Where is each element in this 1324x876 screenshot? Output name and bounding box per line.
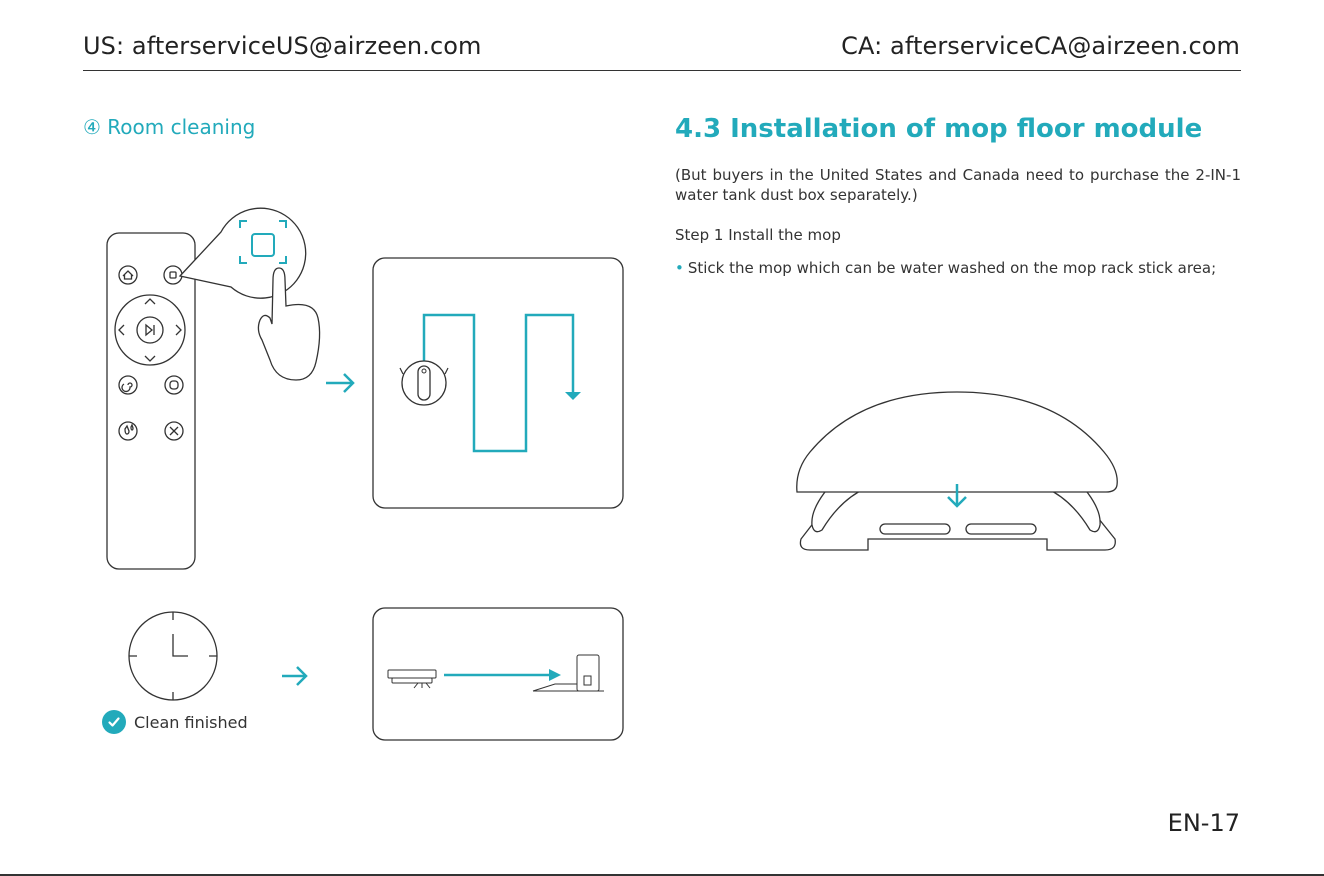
bullet-dot: •: [675, 259, 684, 277]
section-title: 4.3 Installation of mop floor module: [675, 114, 1203, 144]
us-contact-email: US: afterserviceUS@airzeen.com: [83, 32, 482, 60]
instruction-text: Stick the mop which can be water washed on the mop rack stick area;: [687, 259, 1217, 277]
step-heading: Step 1 Install the mop: [675, 226, 841, 244]
clean-finished-label: Clean finished: [134, 712, 248, 732]
intro-note: (But buyers in the United States and Canada need to purchase the 2-IN-1 water tank dust box separately.): [675, 166, 1241, 204]
remote-control-illustration: [0, 0, 1, 1]
arrow-right-icon: [282, 667, 306, 685]
clean-finished-status: [102, 710, 248, 734]
clock-icon: [129, 612, 217, 700]
header-divider: [83, 70, 1241, 71]
check-icon: [102, 710, 126, 734]
instruction-bullet: [675, 259, 1216, 277]
arrow-right-icon: [326, 374, 353, 392]
page-number: EN-17: [1167, 809, 1240, 837]
ca-contact-email: CA: afterserviceCA@airzeen.com: [841, 32, 1240, 60]
room-cleaning-title: ④ Room cleaning: [83, 115, 256, 139]
